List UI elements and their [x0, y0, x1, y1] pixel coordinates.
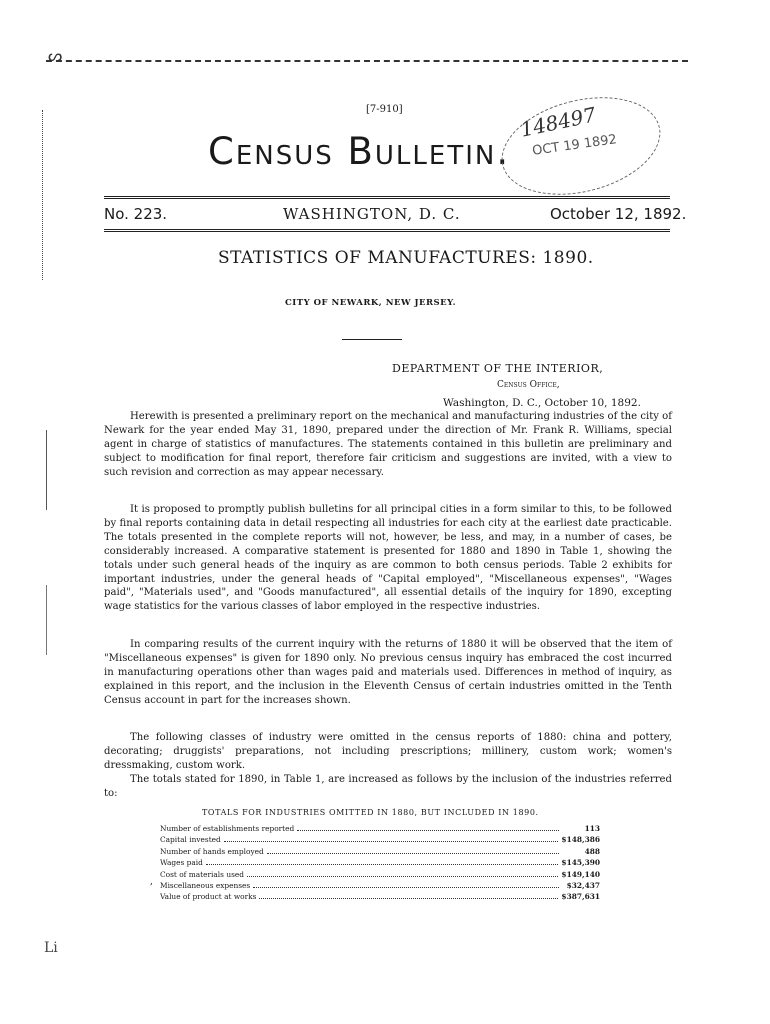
row-value: $149,140 [561, 869, 600, 879]
dateline: Washington, D. C., October 10, 1892. [443, 397, 641, 409]
table-row [160, 858, 600, 869]
row-label: Number of hands employed [160, 846, 264, 856]
stamp-number: 148497 [518, 102, 599, 142]
row-label: Wages paid [160, 858, 203, 868]
paragraph-comparison: In comparing results of the current inquiry with the returns of 1880 it will be observed that the item of "Miscellaneous expenses" is given for 1890 only. No previous census inquiry has embraced the cost incurred in manufacturing operations other than wages paid and materials used. Differences in method of inquiry, as explained in this report, and the inclusion in the Eleventh Census of certain industries omitted in the Tenth Census account in part for the increases shown. [104, 639, 672, 706]
scan-left-ticks [42, 110, 47, 280]
scan-left-bar [46, 430, 47, 510]
table-row [160, 881, 600, 892]
row-label: Miscellaneous expenses [160, 880, 251, 890]
statistics-title: STATISTICS OF MANUFACTURES: 1890. [218, 248, 594, 268]
paragraph-intro: Herewith is presented a preliminary report on the mechanical and manufacturing industries of the city of Newark for the year ended May 31, 1890, prepared under the direction of Mr. Frank R. Williams, special agent in charge of statistics of manufactures. The statements contained in this bulletin are preliminary and subject to modification for final report, therefore fair criticism and suggestions are invited, with a view to such revision and correction as may appear necessary. [104, 411, 672, 478]
issue-number: No. 223. [104, 205, 168, 223]
table-row [160, 847, 600, 858]
paragraph-proposal: It is proposed to promptly publish bulletins for all principal cities in a form similar to this, to be followed by final reports containing data in detail respecting all industries for each city at the earliest date practicable. The totals presented in the complete reports will not, however, be less, and may, in a number of cases, be considerably increased. A comparative statement is presented for 1880 and 1890 in Table 1, showing the totals under such general heads of the inquiry as are common to both census periods. Table 2 exhibits for important industries, under the general heads of "Capital employed", "Miscellaneous expenses", "Wages paid", "Materials used", and "Goods manufactured", all essential details of the inquiry for 1890, excepting wage statistics for the various classes of labor employed in the respective industries. [104, 504, 672, 613]
row-value: $387,631 [561, 892, 600, 902]
dot-leader [267, 853, 559, 854]
dot-leader [224, 841, 559, 842]
dot-leader [253, 887, 559, 888]
scan-left-bar-lower [46, 585, 47, 655]
row-value: $145,390 [561, 858, 600, 868]
header-rule-bottom [104, 229, 670, 232]
city-subtitle: CITY OF NEWARK, NEW JERSEY. [285, 298, 457, 308]
table-row [160, 824, 600, 835]
form-code: [7-910] [366, 104, 403, 115]
margin-mark: , [150, 877, 153, 887]
header-rule-top [104, 196, 670, 199]
office-line: Census Office, [497, 380, 560, 390]
table-row [160, 835, 600, 846]
scan-corner-mark: ᔕ [48, 46, 63, 65]
totals-table-title: TOTALS FOR INDUSTRIES OMITTED IN 1880, BUT INCLUDED IN 1890. [202, 808, 539, 817]
table-row [160, 892, 600, 903]
row-label: Cost of materials used [160, 869, 244, 879]
dot-leader [206, 864, 559, 865]
bulletin-title: Census Bulletin. [208, 130, 511, 173]
issue-place: WASHINGTON, D. C. [283, 205, 461, 223]
row-value: 113 [584, 824, 600, 833]
totals-table [160, 824, 600, 904]
row-value: $32,437 [566, 880, 600, 890]
scan-bottom-mark: Li [44, 940, 58, 956]
row-value: $148,386 [561, 835, 600, 845]
paragraph-totals-intro: The totals stated for 1890, in Table 1, are increased as follows by the inclusion of the industries referred to: [104, 774, 672, 799]
dot-leader [259, 898, 558, 899]
department-line: DEPARTMENT OF THE INTERIOR, [392, 362, 604, 375]
table-row [160, 870, 600, 881]
dot-leader [247, 876, 558, 877]
paragraph-omitted-classes: The following classes of industry were omitted in the census reports of 1880: china and pottery, decorating; druggists' preparations, not including prescriptions; millinery, custom work; women's dressmaking, custom work. [104, 732, 672, 771]
row-label: Capital invested [160, 835, 221, 845]
issue-date: October 12, 1892. [550, 205, 687, 223]
dot-leader [297, 830, 559, 831]
stamp-date: OCT 19 1892 [531, 132, 618, 159]
section-divider [342, 339, 402, 340]
row-label: Number of establishments reported [160, 824, 295, 833]
row-value: 488 [584, 846, 600, 856]
row-label: Value of product at works [160, 892, 257, 902]
scan-top-rule [46, 60, 688, 62]
